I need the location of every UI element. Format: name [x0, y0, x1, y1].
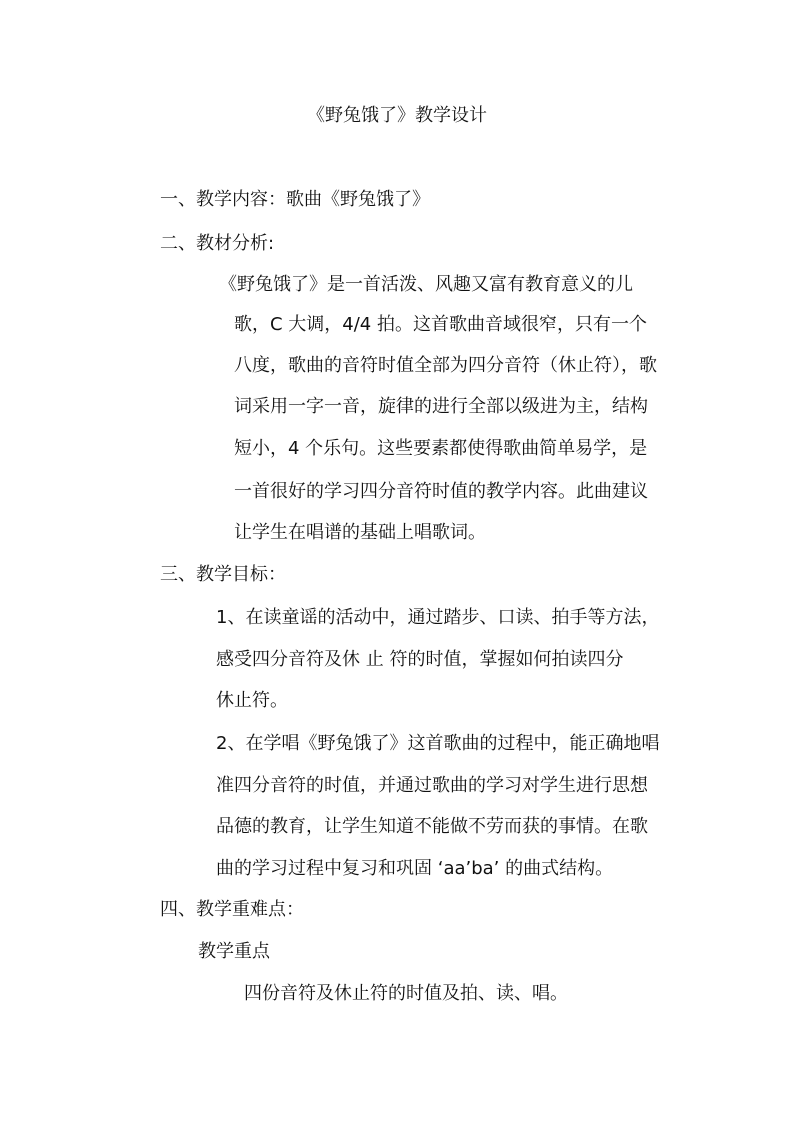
section-heading-objectives: 三、教学目标：: [160, 564, 286, 585]
paragraph-line: 《野兔饿了》是一首活泼、风趣又富有教育意义的儿: [219, 274, 633, 295]
paragraph-line: 歌，C 大调，4/4 拍。这首歌曲音域很窄，只有一个: [234, 314, 647, 335]
objective-line: 感受四分音符及休 止 符的时值，掌握如何拍读四分: [216, 649, 624, 670]
paragraph-line: 词采用一字一音，旋律的进行全部以级进为主，结构: [234, 396, 648, 417]
paragraph-line: 八度，歌曲的音符时值全部为四分音符（休止符），歌: [234, 355, 657, 376]
objective-line: 品德的教育，让学生知道不能做不劳而获的事情。在歌: [216, 816, 648, 837]
objective-line: 休止符。: [216, 690, 288, 711]
objective-line: 曲的学习过程中复习和巩固 ‘aa’ba’ 的曲式结构。: [216, 858, 614, 879]
subheading-key-point: 教学重点: [198, 941, 270, 962]
section-heading-key-points: 四、教学重难点：: [160, 899, 304, 920]
section-heading-analysis: 二、教材分析:: [160, 233, 275, 254]
paragraph-line: 短小，4 个乐句。这些要素都使得歌曲简单易学，是: [234, 438, 648, 459]
objective-line: 2、在学唱《野兔饿了》这首歌曲的过程中，能正确地唱: [216, 733, 660, 754]
document-title: 《野兔饿了》教学设计: [307, 105, 487, 126]
paragraph-line: 让学生在唱谱的基础上唱歌词。: [234, 522, 486, 543]
key-point-detail: 四份音符及休止符的时值及拍、读、唱。: [244, 983, 568, 1004]
paragraph-line: 一首很好的学习四分音符时值的教学内容。此曲建议: [234, 481, 648, 502]
section-heading-content: 一、教学内容：歌曲《野兔饿了》: [160, 189, 430, 210]
objective-line: 准四分音符的时值，并通过歌曲的学习对学生进行思想: [216, 775, 648, 796]
objective-line: 1、在读童谣的活动中，通过踏步、口读、拍手等方法，: [216, 607, 660, 628]
